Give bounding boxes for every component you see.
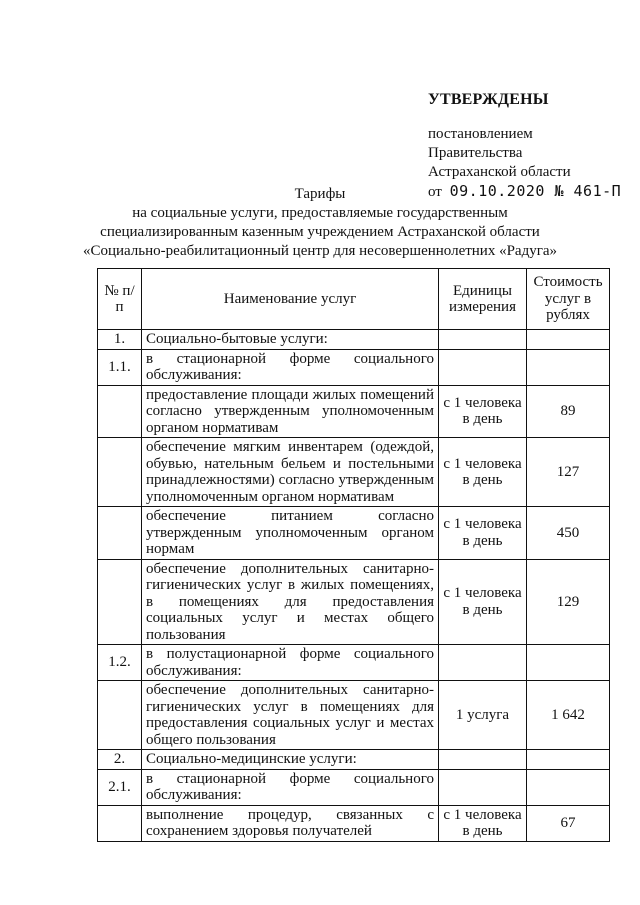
cell-name: Социально-медицинские услуги: [142,750,439,770]
cell-name: в стационарной форме социального обслуживания: [142,349,439,385]
cell-num: 1. [98,330,142,350]
title-line: «Социально-реабилитационный центр для несовершеннолетних «Радуга» [82,243,558,259]
table-row [98,438,610,507]
cell-cost: 129 [527,559,610,645]
table-row [98,349,610,385]
cell-cost: 450 [527,507,610,560]
cell-name: выполнение процедур, связанных с сохранением здоровья получателей [142,805,439,841]
table-row [98,385,610,438]
cell-unit [439,769,527,805]
title-line: специализированным казенным учреждением Астраханской области [100,224,540,240]
cell-unit [439,330,527,350]
cell-num [98,559,142,645]
approval-line: Правительства [428,145,523,161]
cell-num [98,385,142,438]
cell-num: 2. [98,750,142,770]
approval-date-prefix: от [428,184,442,200]
cell-name: в полустационарной форме социального обслуживания: [142,645,439,681]
cell-num [98,805,142,841]
cell-cost: 67 [527,805,610,841]
cell-num: 1.1. [98,349,142,385]
cell-unit: 1 услуга [439,681,527,750]
cell-unit: с 1 человека в день [439,507,527,560]
table-header-row [98,269,610,330]
cell-cost: 89 [527,385,610,438]
tariffs-table [97,268,610,842]
cell-cost [527,769,610,805]
cell-unit: с 1 человека в день [439,385,527,438]
header-cost: Стоимость услуг в рублях [527,269,610,330]
table-row [98,681,610,750]
cell-unit [439,645,527,681]
cell-name: предоставление площади жилых помещений согласно утвержденным уполномоченным органом нормативам [142,385,439,438]
cell-name: Социально-бытовые услуги: [142,330,439,350]
cell-name: в стационарной форме социального обслуживания: [142,769,439,805]
header-name: Наименование услуг [142,269,439,330]
approval-line: Астраханской области [428,164,571,180]
cell-cost [527,645,610,681]
approval-line: постановлением [428,126,533,142]
cell-name: обеспечение мягким инвентарем (одеждой, обувью, нательным бельем и постельными принадлежностями) согласно утвержденным уполномоченным органом нормативам [142,438,439,507]
table-row [98,805,610,841]
cell-unit: с 1 человека в день [439,805,527,841]
cell-unit [439,349,527,385]
cell-num [98,681,142,750]
table-row [98,769,610,805]
table-row [98,645,610,681]
cell-name: обеспечение питанием согласно утвержденным уполномоченным органом нормам [142,507,439,560]
title-line: Тарифы [294,186,346,202]
cell-name: обеспечение дополнительных санитарно-гигиенических услуг в жилых помещениях, в помещениях для предоставления социальных услуг и местах общего пользования [142,559,439,645]
cell-unit [439,750,527,770]
header-num: № п/п [98,269,142,330]
cell-cost [527,349,610,385]
title-line: на социальные услуги, предоставляемые государственным [132,205,508,221]
cell-num: 2.1. [98,769,142,805]
table-row [98,330,610,350]
cell-name: обеспечение дополнительных санитарно-гигиенических услуг в помещениях для предоставления социальных услуг и местах общего пользования [142,681,439,750]
cell-unit: с 1 человека в день [439,438,527,507]
header-unit: Единицы измерения [439,269,527,330]
cell-num [98,438,142,507]
cell-cost: 1 642 [527,681,610,750]
table-row [98,559,610,645]
cell-num: 1.2. [98,645,142,681]
cell-num [98,507,142,560]
table-row [98,750,610,770]
approval-date-handwritten: 09.10.2020 № 461-П [449,182,622,200]
cell-cost: 127 [527,438,610,507]
cell-unit: с 1 человека в день [439,559,527,645]
table-row [98,507,610,560]
cell-cost [527,330,610,350]
approval-heading: УТВЕРЖДЕНЫ [428,91,549,108]
cell-cost [527,750,610,770]
document-title [80,185,560,261]
